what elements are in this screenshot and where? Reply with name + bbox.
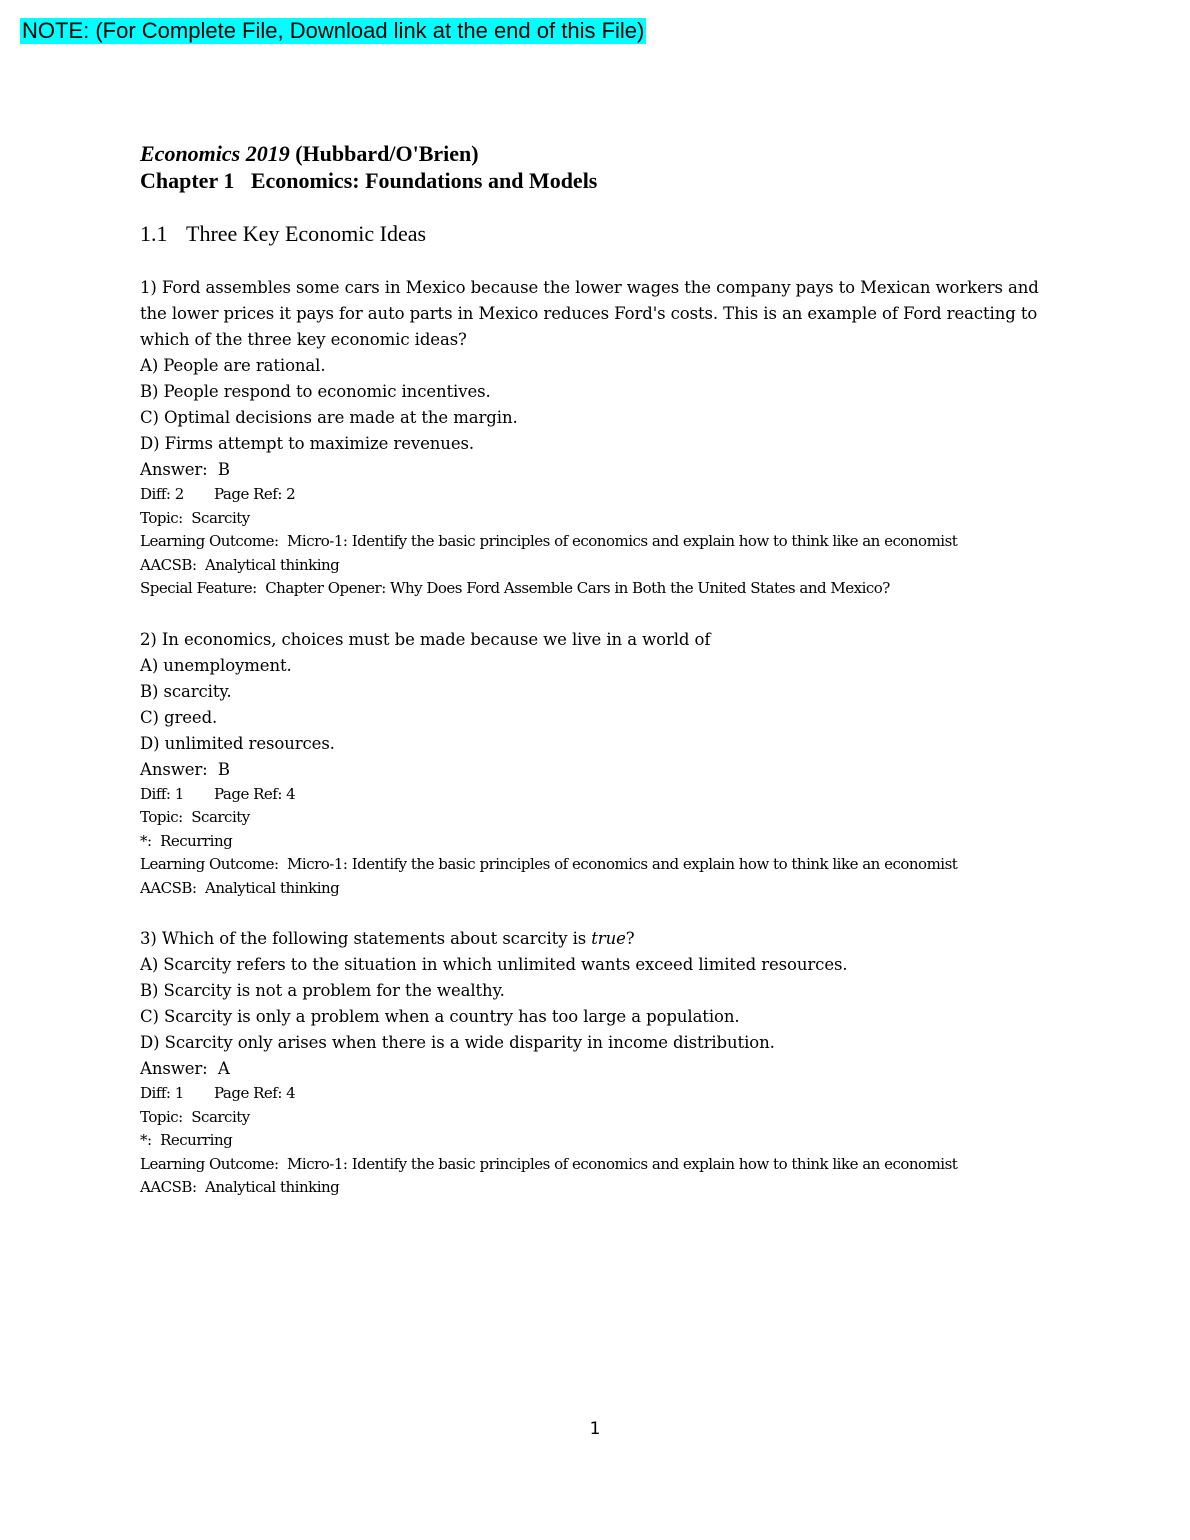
difficulty-page-ref	[140, 483, 1040, 507]
aacsb: AACSB: Analytical thinking	[140, 555, 340, 574]
page-ref: Page Ref: 2	[214, 485, 296, 503]
learning-outcome: Learning Outcome: Micro-1: Identify the basic principles of economics and explain how to think like an economist	[140, 855, 958, 873]
question-stem-text: 3) Which of the following statements about scarcity is	[140, 929, 592, 948]
option-a: A) Scarcity refers to the situation in which unlimited wants exceed limited resources.	[140, 955, 848, 974]
recurring: *: Recurring	[140, 1131, 233, 1149]
option-d: D) Scarcity only arises when there is a wide disparity in income distribution.	[140, 1033, 775, 1052]
question-1	[140, 275, 1040, 601]
option-d: D) Firms attempt to maximize revenues.	[140, 434, 474, 453]
question-stem: 1) Ford assembles some cars in Mexico because the lower wages the company pays to Mexican workers and the lower prices it pays for auto parts in Mexico reduces Ford's costs. This is an example of Ford reacting to which of the three key economic ideas?	[140, 278, 1039, 349]
answer: Answer: B	[140, 759, 230, 779]
section-number: 1.1	[140, 221, 168, 246]
page-ref: Page Ref: 4	[214, 1084, 296, 1102]
option-a: A) unemployment.	[140, 655, 292, 675]
book-authors: (Hubbard/O'Brien)	[295, 141, 479, 166]
question-stem-emphasis: true	[591, 929, 626, 948]
learning-outcome: Learning Outcome: Micro-1: Identify the basic principles of economics and explain how to think like an economist	[140, 532, 958, 550]
question-stem	[140, 926, 1040, 952]
book-title: Economics 2019	[140, 141, 290, 166]
topic: Topic: Scarcity	[140, 508, 250, 527]
download-note-banner: NOTE: (For Complete File, Download link at the end of this File)	[22, 18, 645, 43]
option-c: C) Optimal decisions are made at the margin.	[140, 408, 518, 427]
option-c: C) greed.	[140, 707, 218, 727]
learning-outcome: Learning Outcome: Micro-1: Identify the basic principles of economics and explain how to think like an economist	[140, 1154, 958, 1173]
aacsb: AACSB: Analytical thinking	[140, 878, 340, 897]
difficulty-page-ref	[140, 1082, 1040, 1106]
difficulty: Diff: 1	[140, 784, 184, 803]
topic: Topic: Scarcity	[140, 1107, 250, 1126]
section-heading	[140, 220, 1040, 247]
question-stem: 2) In economics, choices must be made because we live in a world of	[140, 629, 711, 649]
option-b: B) People respond to economic incentives.	[140, 382, 491, 401]
aacsb: AACSB: Analytical thinking	[140, 1178, 340, 1196]
difficulty-page-ref	[140, 783, 1040, 807]
section-title: Three Key Economic Ideas	[186, 221, 427, 246]
option-b: B) Scarcity is not a problem for the wealthy.	[140, 981, 505, 1000]
question-stem-end: ?	[625, 929, 635, 948]
answer: Answer: A	[140, 1059, 230, 1078]
answer: Answer: B	[140, 460, 230, 479]
topic: Topic: Scarcity	[140, 808, 250, 826]
book-title-line	[140, 140, 1040, 167]
option-d: D) unlimited resources.	[140, 733, 335, 753]
chapter-title: Chapter 1 Economics: Foundations and Models	[140, 168, 598, 193]
question-2	[140, 627, 1040, 901]
page-number: 1	[589, 1419, 601, 1439]
question-3	[140, 926, 1040, 1200]
page-ref: Page Ref: 4	[214, 784, 296, 803]
special-feature: Special Feature: Chapter Opener: Why Does Ford Assemble Cars in Both the United States and Mexico?	[140, 579, 890, 597]
option-a: A) People are rational.	[140, 356, 326, 375]
option-b: B) scarcity.	[140, 681, 232, 701]
document-body	[140, 140, 1040, 1200]
document-title	[140, 140, 1040, 194]
difficulty: Diff: 1	[140, 1084, 184, 1102]
option-c: C) Scarcity is only a problem when a country has too large a population.	[140, 1007, 740, 1026]
difficulty: Diff: 2	[140, 485, 184, 503]
recurring: *: Recurring	[140, 831, 233, 850]
